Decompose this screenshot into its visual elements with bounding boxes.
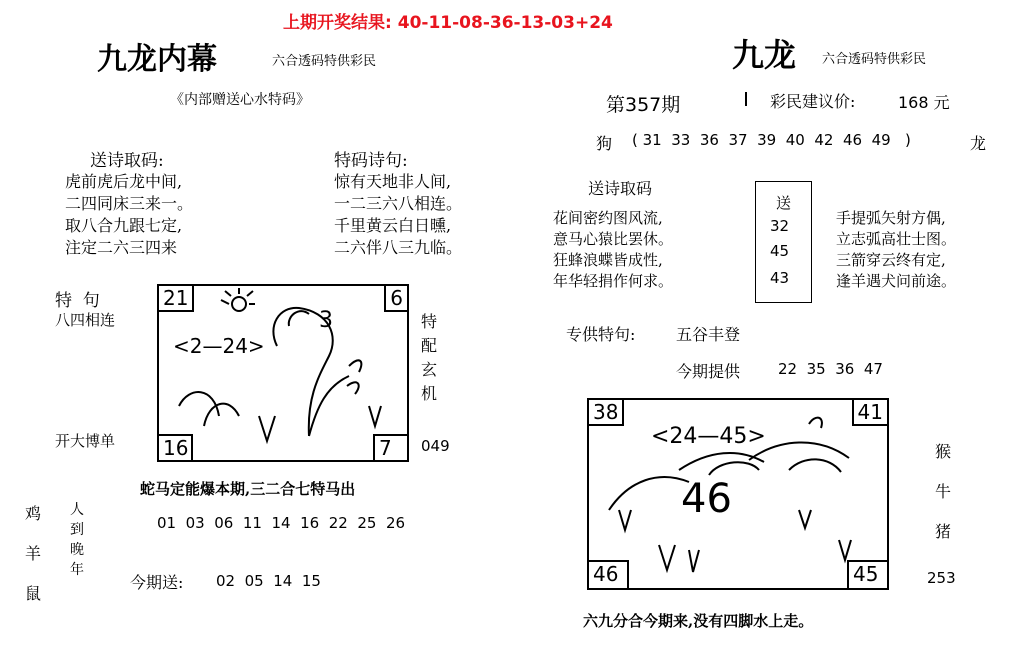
result-label: 上期开奖结果: bbox=[283, 13, 392, 33]
right-poem-b bbox=[836, 208, 956, 292]
corner-tl: 21 bbox=[157, 284, 194, 312]
poem-line: 一二三六八相连。 bbox=[334, 194, 463, 213]
right-number: 253 bbox=[927, 569, 956, 587]
phrase-char: 到 bbox=[70, 522, 84, 538]
send-number: 43 bbox=[770, 269, 790, 287]
dragon-label: 龙 bbox=[970, 134, 987, 153]
send-number: 45 bbox=[770, 242, 790, 260]
provide-label: 今期提供 bbox=[676, 362, 741, 381]
poem-line: 三箭穿云终有定, bbox=[836, 251, 946, 269]
corner-tr: 6 bbox=[384, 284, 409, 312]
left-sketch bbox=[159, 286, 407, 460]
animal: 牛 bbox=[935, 482, 952, 501]
vertical-char: 机 bbox=[421, 384, 438, 403]
left-poem-heading: 送诗取码: bbox=[90, 151, 164, 171]
price: 168 元 bbox=[898, 93, 950, 112]
left-subtitle: 六合透码特供彩民 bbox=[272, 54, 377, 69]
vertical-char: 玄 bbox=[421, 360, 438, 379]
range-label: <2—24> bbox=[173, 334, 265, 358]
prediction: 蛇马定能爆本期,三二合七特马出 bbox=[140, 480, 356, 498]
left-poem bbox=[65, 171, 193, 259]
corner-bl: 46 bbox=[587, 560, 629, 590]
range-label: <24—45> bbox=[651, 424, 766, 449]
left-image-box bbox=[157, 284, 409, 462]
right-vertical bbox=[421, 310, 437, 406]
special-poem-heading: 特码诗句: bbox=[334, 151, 408, 171]
left-right-number: 049 bbox=[421, 437, 450, 455]
left-title: 九龙内幕 bbox=[97, 42, 217, 77]
corner-br: 7 bbox=[373, 434, 409, 462]
numbers-row: 01 03 06 11 14 16 22 25 26 bbox=[157, 514, 406, 532]
result-banner bbox=[283, 8, 613, 33]
open-label: 开大博单 bbox=[55, 432, 116, 450]
today-numbers: 02 05 14 15 bbox=[216, 572, 321, 590]
mid-number: 3 bbox=[319, 308, 333, 333]
vertical-char: 特 bbox=[421, 312, 438, 331]
special-phrase: 八四相连 bbox=[55, 311, 116, 329]
today-label: 今期送: bbox=[130, 573, 184, 592]
animals-col bbox=[25, 494, 41, 614]
divider bbox=[745, 92, 747, 106]
phrase-col bbox=[70, 500, 84, 580]
right-poem-heading: 送诗取码 bbox=[588, 179, 653, 198]
corner-tl: 38 bbox=[587, 398, 624, 426]
right-image-box bbox=[587, 398, 889, 590]
right-title: 九龙 bbox=[732, 36, 797, 74]
gift-line: 《内部赠送心水特码》 bbox=[170, 92, 310, 108]
poem-line: 二六伴八三九临。 bbox=[334, 238, 463, 257]
right-poem-a bbox=[553, 208, 673, 292]
animal: 羊 bbox=[25, 544, 42, 563]
poem-line: 狂蜂浪蝶皆成性, bbox=[553, 251, 663, 269]
poem-line: 意马心猿比罢休。 bbox=[553, 230, 674, 248]
animal: 猪 bbox=[935, 522, 952, 541]
poem-line: 年华轻捐作何求。 bbox=[553, 272, 674, 290]
right-footer: 六九分合今期来,没有四脚水上走。 bbox=[583, 612, 814, 630]
special-text: 五谷丰登 bbox=[676, 325, 741, 344]
poem-line: 注定二六三四来 bbox=[65, 238, 178, 257]
corner-bl: 16 bbox=[157, 434, 193, 462]
poem-line: 逢羊遇犬问前途。 bbox=[836, 272, 957, 290]
special-label: 专供特句: bbox=[566, 325, 636, 344]
poem-line: 惊有天地非人间, bbox=[334, 172, 452, 191]
special-poem bbox=[334, 171, 462, 259]
corner-br: 45 bbox=[847, 560, 889, 590]
animal: 鸡 bbox=[25, 504, 42, 523]
mid-number: 46 bbox=[681, 476, 732, 522]
provide-numbers: 22 35 36 47 bbox=[778, 360, 883, 378]
poem-line: 千里黄云白日曛, bbox=[334, 216, 452, 235]
animal: 鼠 bbox=[25, 584, 42, 603]
poem-line: 立志弧高壮士图。 bbox=[836, 230, 957, 248]
phrase-char: 人 bbox=[70, 502, 84, 518]
issue: 第357期 bbox=[606, 94, 681, 116]
poem-line: 二四同床三来一。 bbox=[65, 194, 194, 213]
send-box bbox=[755, 181, 812, 303]
phrase-char: 年 bbox=[70, 562, 84, 578]
right-animals bbox=[935, 432, 951, 552]
vertical-char: 配 bbox=[421, 336, 438, 355]
corner-tr: 41 bbox=[852, 398, 889, 426]
poem-line: 手提弧矢射方偶, bbox=[836, 209, 946, 227]
right-subtitle: 六合透码特供彩民 bbox=[822, 52, 927, 67]
dog-label: 狗 bbox=[596, 134, 613, 153]
special-phrase-label: 特 句 bbox=[55, 291, 100, 311]
phrase-char: 晚 bbox=[70, 542, 84, 558]
result-numbers: 40-11-08-36-13-03+24 bbox=[397, 13, 613, 33]
poem-line: 取八合九跟七定, bbox=[65, 216, 183, 235]
send-label: 送 bbox=[776, 194, 792, 212]
dog-numbers: ( 31 33 36 37 39 40 42 46 49 ) bbox=[632, 131, 911, 149]
send-number: 32 bbox=[770, 217, 790, 235]
poem-line: 虎前虎后龙中间, bbox=[65, 172, 183, 191]
animal: 猴 bbox=[935, 442, 952, 461]
poem-line: 花间密约图风流, bbox=[553, 209, 663, 227]
price-label: 彩民建议价: bbox=[770, 92, 856, 111]
